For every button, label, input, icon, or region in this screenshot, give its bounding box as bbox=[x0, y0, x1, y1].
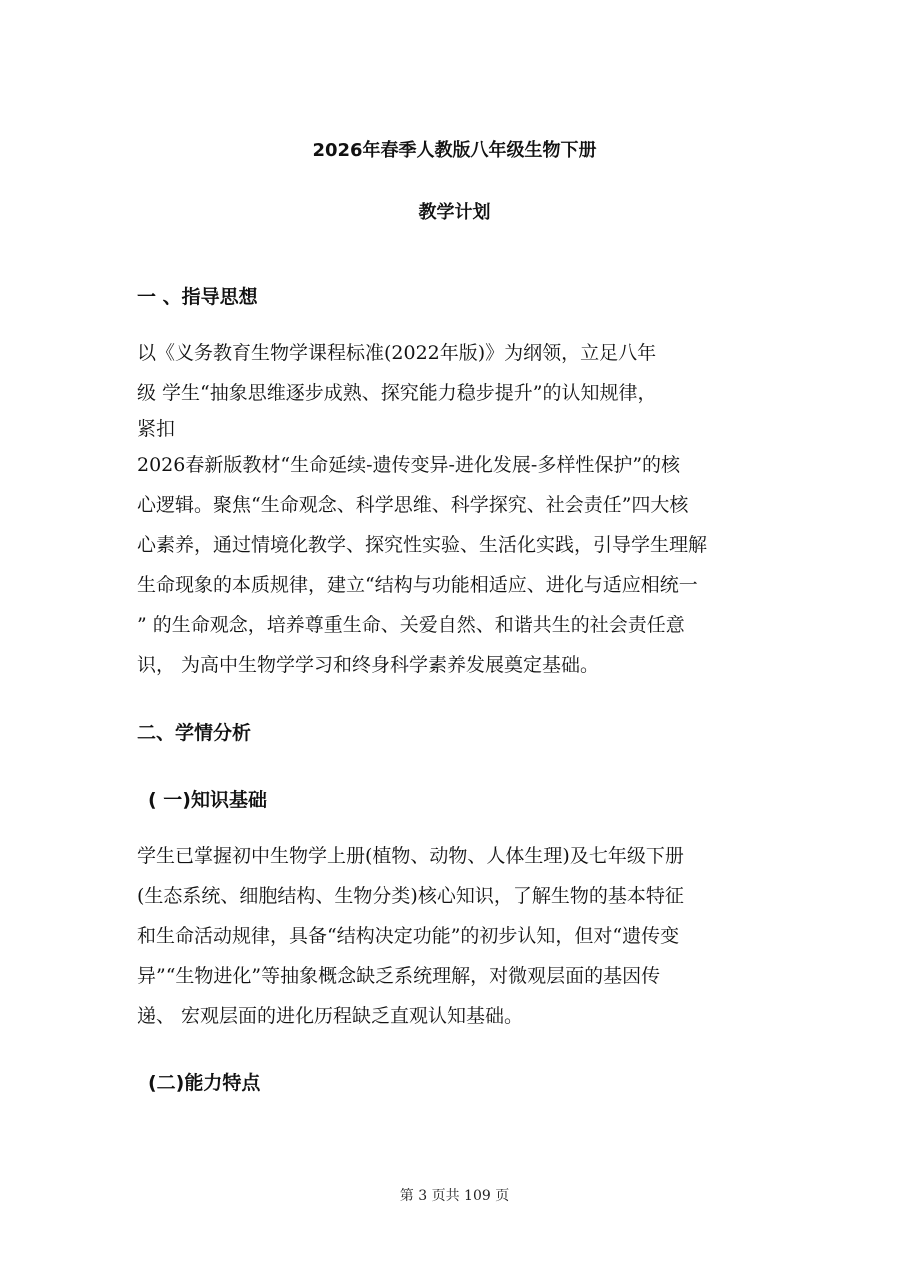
section-2-heading: 二、学情分析 bbox=[137, 722, 252, 744]
paragraph-line: 2026春新版教材“生命延续-遗传变异-进化发展-多样性保护”的核 bbox=[137, 454, 681, 476]
paragraph-line: 心素养，通过情境化教学、探究性实验、生活化实践，引导学生理解 bbox=[137, 534, 708, 556]
document-title-line-2: 教学计划 bbox=[418, 202, 491, 223]
document-title-line-1: 2026年春季人教版八年级生物下册 bbox=[312, 140, 597, 161]
paragraph-line: 异”“生物进化”等抽象概念缺乏系统理解，对微观层面的基因传 bbox=[137, 965, 661, 987]
paragraph-line: 紧扣 bbox=[137, 418, 176, 440]
paragraph-line: 生命现象的本质规律，建立“结构与功能相适应、进化与适应相统一 bbox=[137, 574, 698, 596]
paragraph-line: 学生已掌握初中生物学上册(植物、动物、人体生理)及七年级下册 bbox=[137, 845, 684, 867]
subsection-knowledge-heading: ( 一)知识基础 bbox=[148, 789, 267, 811]
paragraph-line: 心逻辑。聚焦“生命观念、科学思维、科学探究、社会责任”四大核 bbox=[137, 494, 689, 516]
paragraph-line: ” 的生命观念，培养尊重生命、关爱自然、和谐共生的社会责任意 bbox=[137, 614, 685, 636]
section-1-heading: 一 、指导思想 bbox=[137, 286, 258, 308]
paragraph-line: 递、 宏观层面的进化历程缺乏直观认知基础。 bbox=[137, 1005, 524, 1027]
paragraph-line: 级 学生“抽象思维逐步成熟、探究能力稳步提升”的认知规律， bbox=[137, 382, 657, 404]
page-number-footer: 第 3 页共 109 页 bbox=[399, 1188, 510, 1204]
paragraph-line: (生态系统、细胞结构、生物分类)核心知识，了解生物的基本特征 bbox=[137, 885, 684, 907]
paragraph-line: 和生命活动规律，具备“结构决定功能”的初步认知，但对“遗传变 bbox=[137, 925, 680, 947]
paragraph-line: 以《义务教育生物学课程标准(2022年版)》为纲领，立足八年 bbox=[137, 342, 657, 364]
subsection-ability-heading: (二)能力特点 bbox=[148, 1072, 261, 1094]
section-1-paragraph bbox=[137, 333, 787, 685]
paragraph-line: 识， 为高中生物学学习和终身科学素养发展奠定基础。 bbox=[137, 654, 600, 676]
subsection-knowledge-paragraph bbox=[137, 836, 787, 1036]
